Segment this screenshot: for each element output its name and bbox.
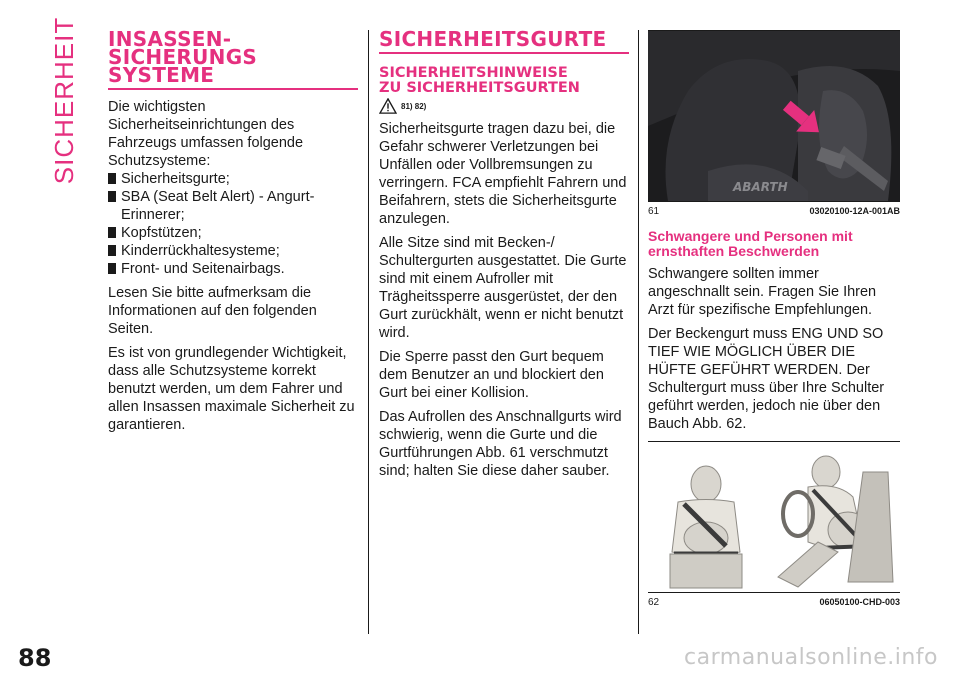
figure-62	[648, 441, 900, 608]
paragraph: Die Sperre passt den Gurt bequem dem Benutzer an und blockiert den Gurt bei einer Kollision.	[379, 349, 604, 401]
figure-caption	[648, 206, 900, 217]
bullet-icon	[108, 245, 116, 256]
heading-rule	[379, 52, 629, 54]
pregnant-belt-illustration	[648, 442, 900, 592]
pregnancy-subheading: Schwangere und Personen mit ernsthaften Beschwerden	[648, 228, 853, 259]
paragraph: Lesen Sie bitte aufmerksam die Informationen auf den folgenden Seiten.	[108, 285, 317, 337]
heading-rule	[108, 88, 358, 90]
subheading-line: SICHERHEITSHINWEISE	[379, 65, 568, 81]
heading-line: INSASSEN-	[108, 27, 232, 51]
paragraph: Es ist von grundlegender Wichtigkeit, dass alle Schutzsysteme korrekt benutzt werden, um dem Fahrer und allen Insassen maximale Sicherheit zu garantieren.	[108, 345, 355, 433]
section-side-tab	[49, 16, 80, 184]
subheading-line: ZU SICHERHEITSGURTEN	[379, 80, 580, 96]
paragraph: Schwangere sollten immer angeschnallt sein. Fragen Sie Ihren Arzt für spezifische Empfehlungen.	[648, 266, 877, 318]
bullet-icon	[108, 173, 116, 184]
paragraph: Alle Sitze sind mit Becken-/ Schultergurten ausgestattet. Die Gurte sind mit einem Aufroller mit Trägheitssperre ausgerüstet, der den Gurt zurückhält, wenn er nicht benutzt wird.	[379, 235, 627, 341]
warning-reference	[379, 98, 629, 114]
intro-paragraph: Die wichtigsten Sicherheitseinrichtungen des Fahrzeugs umfassen folgende Schutzsysteme:	[108, 99, 304, 169]
safety-notes-subheading	[379, 66, 629, 96]
occupant-safety-heading	[108, 27, 358, 87]
heading-line: SICHERUNGS	[108, 45, 258, 69]
figure-code: 06050100-CHD-003	[819, 597, 900, 607]
figure-number: 62	[648, 597, 660, 608]
list-item	[108, 242, 358, 260]
list-item-text: SBA (Seat Belt Alert) - Angurt-Erinnerer;	[121, 189, 315, 223]
column-divider	[368, 30, 369, 634]
list-item-text: Kinderrückhaltesysteme;	[121, 243, 280, 259]
section-label: SICHERHEIT	[49, 16, 80, 184]
list-item	[108, 188, 358, 224]
bullet-icon	[108, 263, 116, 274]
figure-number: 61	[648, 206, 660, 217]
warning-icon	[379, 98, 397, 114]
list-item-text: Front- und Seitenairbags.	[121, 261, 285, 277]
figure-61	[648, 30, 900, 217]
safety-systems-list	[108, 170, 358, 278]
heading-line: SYSTEME	[108, 63, 215, 87]
list-item	[108, 224, 358, 242]
list-item-text: Sicherheitsgurte;	[121, 171, 230, 187]
page-number: 88	[18, 644, 52, 672]
column-occupant-safety	[108, 27, 358, 440]
figure-caption	[648, 597, 900, 608]
seat-badge: ABARTH	[733, 180, 788, 194]
column-pregnant	[648, 30, 900, 608]
bullet-icon	[108, 191, 116, 202]
paragraph: Der Beckengurt muss ENG UND SO TIEF WIE MÖGLICH ÜBER DIE HÜFTE GEFÜHRT WERDEN. Der Schultergurt muss über Ihre Schulter geführt werden, jedoch nie über den Bauch Abb. 62.	[648, 326, 885, 432]
bullet-icon	[108, 227, 116, 238]
paragraph: Das Aufrollen des Anschnallgurts wird schwierig, wenn die Gurte und die Gurtführungen Abb. 61 verschmutzt sind; halten Sie diese daher sauber.	[379, 409, 622, 479]
seat-belt-guide-photo	[648, 31, 900, 201]
seat-belts-heading: SICHERHEITSGURTE	[379, 27, 607, 51]
watermark: carmanualsonline.info	[684, 645, 938, 670]
column-divider	[638, 30, 639, 634]
list-item-text: Kopfstützen;	[121, 225, 202, 241]
figure-rule	[648, 201, 900, 202]
list-item	[108, 170, 358, 188]
warning-refs: 81) 82)	[401, 101, 427, 111]
figure-rule	[648, 592, 900, 593]
figure-code: 03020100-12A-001AB	[809, 206, 900, 216]
paragraph: Sicherheitsgurte tragen dazu bei, die Gefahr schwerer Verletzungen bei Unfällen oder Vollbremsungen zu verringern. FCA empfiehlt Fahrern und Beifahrern, stets die Sicherheitsgurte anzulegen.	[379, 121, 627, 227]
list-item	[108, 260, 358, 278]
column-seat-belts	[379, 27, 629, 486]
